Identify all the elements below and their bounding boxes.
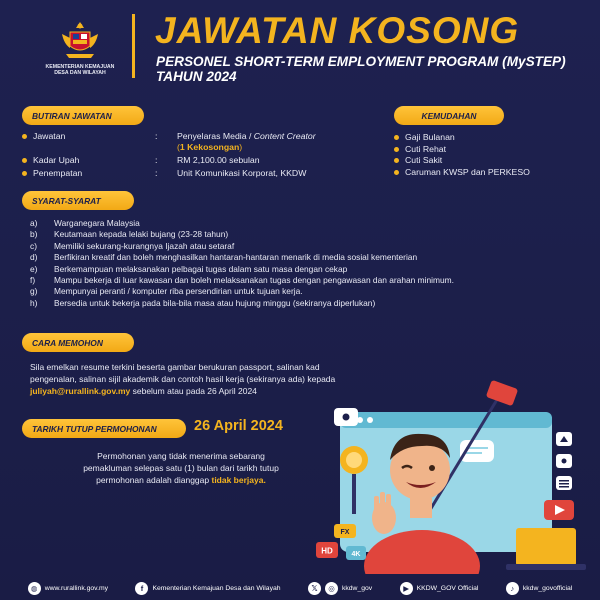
bullet — [394, 135, 399, 140]
benefit-item — [394, 167, 530, 179]
benefits-list — [394, 132, 530, 178]
job-details — [22, 131, 362, 181]
requirement-text: Keutamaan kepada lelaki bujang (23-28 tahun) — [54, 229, 229, 240]
position-title: Penyelaras Media / — [177, 131, 254, 141]
requirement-letter: c) — [30, 240, 37, 251]
application-line: Sila emelkan resume terkini beserta gambar berukuran passport, salinan kad — [30, 362, 320, 372]
notice-line — [56, 474, 306, 486]
x-icon: 𝕏 — [308, 582, 321, 595]
requirement-item — [30, 298, 590, 309]
detail-value: RM 2,100.00 sebulan — [177, 155, 260, 165]
footer-text: KKDW_GOV Official — [416, 584, 479, 592]
benefit-item — [394, 132, 530, 144]
notice-text: permohonan adalah dianggap — [96, 475, 212, 485]
footer-item-website[interactable] — [28, 582, 108, 595]
job-details-heading: BUTIRAN JAWATAN — [22, 106, 144, 125]
requirement-item — [30, 252, 590, 263]
requirement-letter: a) — [30, 218, 38, 228]
requirement-item — [30, 264, 590, 275]
requirements-list — [30, 218, 590, 309]
deadline-heading: TARIKH TUTUP PERMOHONAN — [22, 419, 186, 438]
footer-social-bar — [0, 576, 600, 600]
youtube-icon: ▶ — [400, 582, 413, 595]
footer-text: Kementerian Kemajuan Desa dan Wilayah — [152, 584, 281, 592]
phone-icon — [486, 380, 518, 406]
application-heading: CARA MEMOHON — [22, 333, 134, 352]
requirement-item — [30, 218, 590, 229]
requirement-text: Warganegara Malaysia — [54, 218, 140, 228]
application-line: pengenalan, salinan sijil akademik dan contoh hasil kerja (sekiranya ada) kepada — [30, 374, 336, 384]
benefit-text: Gaji Bulanan — [405, 132, 455, 142]
footer-item-x[interactable] — [308, 582, 372, 595]
footer-text: kkdw_govofficial — [522, 584, 573, 592]
benefit-item — [394, 144, 530, 156]
detail-value — [177, 131, 316, 153]
application-email-link[interactable]: juliyah@rurallink.gov.my — [30, 386, 131, 396]
detail-label: Kadar Upah — [33, 155, 80, 165]
footer-text: www.rurallink.gov.my — [44, 584, 109, 592]
header-divider — [132, 14, 135, 78]
content-creator-illustration — [310, 378, 600, 574]
ministry-name: KEMENTERIAN KEMAJUAN DESA DAN WILAYAH — [45, 64, 115, 76]
detail-row-position — [22, 131, 362, 153]
application-deadline-text: sebelum atau pada 26 April 2024 — [130, 386, 257, 396]
requirement-letter: e) — [30, 263, 38, 274]
requirement-text: Mempunyai peranti / komputer riba persendirian untuk tujuan kerja. — [54, 286, 303, 297]
bullet — [394, 170, 399, 175]
requirement-letter: f) — [30, 275, 36, 286]
requirement-letter: g) — [30, 286, 38, 297]
requirement-letter: h) — [30, 297, 38, 308]
requirement-item — [30, 229, 590, 240]
requirement-text: Memiliki sekurang-kurangnya Ijazah atau setaraf — [54, 240, 235, 251]
footer-item-facebook[interactable] — [135, 582, 280, 595]
vacancy-paren-close: ) — [239, 142, 243, 152]
ministry-logo — [38, 20, 122, 84]
bullet — [394, 158, 399, 163]
notice-line: Permohonan yang tidak menerima sebarang — [97, 451, 265, 461]
footer-item-youtube[interactable] — [400, 582, 479, 595]
coat-of-arms-icon — [58, 20, 102, 62]
footer-item-tiktok[interactable] — [506, 582, 572, 595]
requirement-item — [30, 275, 590, 286]
benefit-item — [394, 155, 530, 167]
benefits-heading: KEMUDAHAN — [394, 106, 504, 125]
bullet — [22, 158, 27, 163]
requirement-text: Mampu bekerja di luar kawasan dan boleh melaksanakan tugas dengan pengawasan dan arahan minimum. — [54, 275, 454, 286]
requirement-text: Berfikiran kreatif dan boleh menghasilkan hantaran-hantaran menarik di media sosial kementerian — [54, 252, 418, 263]
requirement-item — [30, 241, 590, 252]
detail-row-salary — [22, 155, 362, 166]
page-title: JAWATAN KOSONG — [155, 10, 520, 51]
benefit-text: Cuti Rehat — [405, 143, 447, 154]
detail-colon: : — [155, 131, 158, 141]
vacancy-paren-open: ( — [177, 142, 180, 152]
fx-badge-text: FX — [340, 529, 350, 536]
facebook-icon: f — [135, 582, 148, 595]
deadline-notice — [56, 450, 306, 486]
benefit-text: Caruman KWSP dan PERKESO — [405, 166, 530, 177]
requirement-item — [30, 286, 590, 297]
hd-badge-text: HD — [321, 546, 333, 556]
requirements-heading: SYARAT-SYARAT — [22, 191, 134, 210]
notice-highlight: tidak berjaya. — [211, 475, 266, 485]
detail-colon: : — [155, 168, 158, 178]
detail-label: Penempatan — [33, 168, 83, 178]
bullet — [394, 147, 399, 152]
tiktok-icon: ♪ — [506, 582, 519, 595]
deadline-date: 26 April 2024 — [194, 418, 283, 434]
detail-row-placement — [22, 168, 362, 179]
page-subtitle: PERSONEL SHORT-TERM EMPLOYMENT PROGRAM (MySTEP) TAHUN 2024 — [156, 54, 566, 84]
bullet — [22, 134, 27, 139]
requirement-text: Berkemampuan melaksanakan pelbagai tugas dalam satu masa dengan cekap — [54, 263, 348, 274]
instagram-icon: ◎ — [325, 582, 338, 595]
notice-line: pemakluman selepas satu (1) bulan dari tarikh tutup — [83, 463, 279, 473]
vacancy-count: 1 Kekosongan — [179, 142, 240, 152]
bullet — [22, 171, 27, 176]
detail-colon: : — [155, 155, 158, 165]
requirement-text: Bersedia untuk bekerja pada bila-bila masa atau hujung minggu (sekiranya diperlukan) — [54, 297, 376, 308]
requirement-letter: d) — [30, 252, 38, 263]
footer-text: kkdw_gov — [341, 584, 373, 592]
requirement-letter: b) — [30, 229, 38, 240]
benefit-text: Cuti Sakit — [405, 155, 443, 165]
position-title-italic: Content Creator — [253, 131, 316, 141]
globe-icon: ◍ — [28, 582, 41, 595]
detail-value: Unit Komunikasi Korporat, KKDW — [177, 168, 307, 178]
detail-label: Jawatan — [33, 131, 66, 141]
4k-badge-text: 4K — [351, 551, 361, 558]
